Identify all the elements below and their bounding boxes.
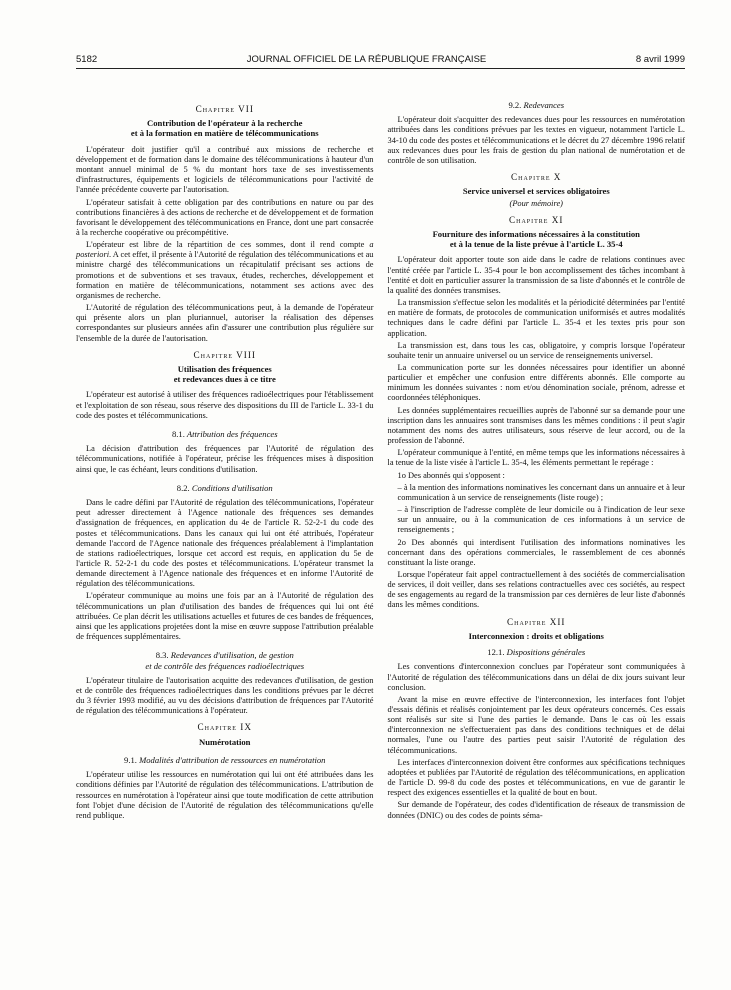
paragraph: L'opérateur communique au moins une fois par an à l'Autorité de régulation des télécommunications un plan d'utilisation des bandes de fréquences qui lui ont été attribuées. Ce plan décrit les utilisations actuelles et futures de ces bandes de fréquences, ainsi que les applications projetées dont la mise en œuvre suppose l'attribution préalable de fréquences supplémentaires.	[76, 591, 374, 642]
paragraph: La transmission est, dans tous les cas, obligatoire, y compris lorsque l'opérateur souhaite tenir un annuaire universel ou un service de renseignements universel.	[387, 340, 685, 360]
paragraph: L'opérateur est autorisé à utiliser des fréquences radioélectriques pour l'établissement et l'exploitation de son réseau, sous réserve des dispositions du III de l'article L. 33-1 du code des postes et télécommunications.	[76, 390, 374, 420]
list-item: – à la mention des informations nominatives les concernant dans un annuaire et à leur communication à un service de renseignements (liste rouge) ;	[397, 482, 685, 502]
paragraph: L'opérateur doit apporter toute son aide dans le cadre de relations continues avec l'entité créée par l'article L. 35-4 pour le bon accomplissement des tâches incombant à l'entité et doit en particulier assurer la transmission de sa liste d'abonnés et le contrôle de la qualité des données transmises.	[387, 255, 685, 295]
section-heading	[76, 755, 374, 765]
chapter-title	[76, 118, 374, 139]
paragraph: Sur demande de l'opérateur, des codes d'identification de réseaux de transmission de données (DNIC) ou des codes de points séma-	[387, 800, 685, 820]
text-run: L'opérateur est libre de la répartition de ces sommes, dont il rend compte	[86, 240, 370, 250]
paragraph: L'opérateur titulaire de l'autorisation acquitte des redevances d'utilisation, de gestion et de contrôle des fréquences radioélectriques dans les conditions prévues par le décret du 3 février 1993 modifié, au vu des décisions d'attribution de fréquences par l'Autorité de régulation des télécommunications à l'opérateur.	[76, 675, 374, 716]
paragraph: L'opérateur doit s'acquitter des redevances dues pour les ressources en numérotation attribuées dans les conditions prévues par les textes en vigueur, notamment l'article L. 34-10 du code des postes et télécommunications et le décret du 27 décembre 1996 relatif aux redevances dues pour les frais de gestion du plan national de numérotation et de contrôle de son utilisation.	[387, 115, 685, 165]
chapter-heading: Chapitre VII	[195, 104, 254, 114]
text-run: . A cet effet, il présente à l'Autorité de régulation des télécommunications et au ministre chargé des télécommunications un récapitulatif précisant ses actions de promotions et de subventions et ses travaux, études, recherches, développement et formation en matière de télécommunications, notamment ses actions avec des organismes de recherche.	[76, 250, 374, 300]
paragraph: Les données supplémentaires recueillies auprès de l'abonné sur sa demande pour une inscription dans les annuaires sont transmises dans les mêmes conditions : il peut s'agir notamment des noms des autres utilisateurs, sous réserve de leur accord, ou de la profession de l'abonné.	[387, 405, 685, 446]
section-number: 9.1.	[124, 754, 137, 765]
chapter-heading: Chapitre XII	[506, 616, 566, 627]
paragraph: L'opérateur communique à l'entité, en même temps que les informations nécessaires à la tenue de la liste visée à l'article L. 35-4, les éléments permettant le repérage :	[387, 448, 685, 468]
list-item: – à l'inscription de l'adresse complète de leur domicile ou à l'indication de leur sexe sur un annuaire, ou à la communication de ces informations à un service de renseignements ;	[397, 505, 685, 535]
section-number: 8.3.	[155, 650, 169, 661]
emphasis: a posteriori	[76, 240, 374, 260]
paragraph	[76, 240, 374, 301]
chapter-heading: Chapitre X	[511, 172, 562, 183]
paragraph: La décision d'attribution des fréquences par l'Autorité de régulation des télécommunications, notifiée à l'opérateur, précise les fréquences mises à disposition ainsi que, le cas échéant, leurs conditions d'utilisation.	[76, 444, 374, 474]
section-heading	[76, 429, 374, 439]
section-number: 8.1.	[171, 428, 185, 439]
chapter-note: (Pour mémoire)	[509, 198, 563, 208]
section-heading	[76, 483, 374, 493]
chapter-title: Interconnexion : droits et obligations	[468, 630, 604, 641]
chapter-title: Service universel et services obligatoires	[462, 186, 610, 197]
paragraph: L'opérateur doit justifier qu'il a contribué aux missions de recherche et développement et de formation dans le domaine des télécommunications à hauteur d'un montant annuel minimal de 5 % du montant hors taxe de ses investissements d'infrastructures, équipements et logiciels de télécommunications pour l'activité de l'année précédente couverte par l'autorisation.	[76, 144, 374, 195]
section-heading	[388, 647, 686, 657]
chapter-title-line: Fourniture des informations nécessaires à la constitution	[432, 228, 640, 239]
chapter-title	[388, 229, 686, 250]
chapter-title	[76, 364, 374, 385]
chapter-title-line: Utilisation des fréquences	[177, 363, 272, 374]
section-heading	[388, 100, 686, 110]
section-title: Redevances d'utilisation, de gestion	[170, 650, 294, 661]
page-number: 5182	[76, 54, 98, 65]
text-columns	[76, 98, 685, 823]
paragraph: L'Autorité de régulation des télécommunications peut, à la demande de l'opérateur qui présente alors un plan pluriannuel, autoriser la réalisation des dépenses correspondantes sur plusieurs années afin d'assurer une contribution plus régulière sur l'ensemble de la durée de l'autorisation.	[76, 303, 374, 343]
chapter-title-line: et à la tenue de la liste prévue à l'article L. 35-4	[449, 239, 623, 250]
paragraph: La transmission s'effectue selon les modalités et la périodicité déterminées par l'entité en matière de formats, de protocoles de communication uniformisés et autres modalités techniques dans le cadre défini par l'article L. 35-4 et les textes pris pour son application.	[387, 298, 685, 338]
page-header	[76, 54, 685, 69]
paragraph: L'opérateur satisfait à cette obligation par des contributions en nature ou par des contributions financières à des actions de recherche et de développement et de formation favorisant le développement des télécommunications en France, dont une part consacrée à la recherche coopérative ou précompétitive.	[76, 197, 374, 237]
section-title: Modalités d'attribution de ressources en numérotation	[139, 754, 326, 765]
paragraph: Lorsque l'opérateur fait appel contractuellement à des sociétés de commercialisation de services, il doit veiller, dans ses relations contractuelles avec ces sociétés, au respect de ses engagements au regard de la transmission par ces dernières de leur liste d'abonnés dans les mêmes conditions.	[387, 569, 685, 610]
section-number: 8.2.	[176, 482, 190, 493]
chapter-title: Numérotation	[199, 736, 251, 747]
paragraph: Les conventions d'interconnexion conclues par l'opérateur sont communiquées à l'Autorité de régulation des télécommunications dans un délai de dix jours suivant leur conclusion.	[387, 662, 685, 692]
chapter-heading: Chapitre VIII	[193, 349, 256, 360]
list-item: 2o Des abonnés qui interdisent l'utilisation des informations nominatives les concernant dans des opérations commerciales, le rassemblement de ces abonnés constituant la liste orange.	[387, 537, 685, 567]
section-title: Attribution des fréquences	[186, 428, 278, 439]
paragraph: L'opérateur utilise les ressources en numérotation qui lui ont été attribuées dans les conditions définies par l'Autorité de régulation des télécommunications. L'attribution de ressources en numérotation à l'opérateur ainsi que toute modification de cette attribution font l'objet d'une décision de l'Autorité de régulation des télécommunications qu'elle rend publique.	[76, 770, 374, 820]
section-title: et de contrôle des fréquences radioélectriques	[145, 660, 305, 671]
left-column	[76, 98, 374, 823]
section-title: Conditions d'utilisation	[191, 482, 273, 493]
list-item: 1o Des abonnés qui s'opposent :	[397, 470, 505, 480]
right-column	[388, 98, 686, 823]
chapter-title-line: Contribution de l'opérateur à la recherche	[147, 118, 303, 129]
chapter-title-line: et redevances dues à ce titre	[173, 374, 276, 385]
section-number: 12.1.	[487, 647, 505, 658]
paragraph: Avant la mise en œuvre effective de l'interconnexion, les interfaces font l'objet d'essais définis et réalisés conjointement par les deux opérateurs concernés. Ces essais sont réalisés sur site si l'une des parties le demande. Dans le cas où les essais d'interconnexion ne s'effectueraient pas dans des conditions techniques et de délai normales, l'une ou l'autre des parties peut saisir l'Autorité de régulation des télécommunications.	[387, 694, 685, 755]
section-heading	[76, 650, 374, 671]
paragraph: Dans le cadre défini par l'Autorité de régulation des télécommunications, l'opérateur peut adresser directement à l'Agence nationale des fréquences ses demandes d'assignation de fréquences, en application du 4e de l'article R. 52-2-1 du code des postes et télécommunications. Dans les canaux qui lui ont été attribués, l'opérateur demande l'accord de l'Agence nationale des fréquences préalablement à l'implantation de stations radioélectriques, lorsque cet accord est requis, en application du 5e de l'article R. 52-2-1 du code des postes et télécommunications. L'opérateur transmet la demande directement à l'Agence nationale des fréquences et en informe l'Autorité de régulation des télécommunications.	[76, 498, 374, 589]
paragraph: La communication porte sur les données nécessaires pour identifier un abonné particulier et empêcher une confusion entre différents abonnés. Elle comporte au minimum les données suivantes : nom et/ou dénomination sociale, prénom, adresse et coordonnées téléphoniques.	[387, 363, 685, 403]
journal-title: JOURNAL OFFICIEL DE LA RÉPUBLIQUE FRANÇAISE	[246, 54, 487, 65]
paragraph: Les interfaces d'interconnexion doivent être conformes aux spécifications techniques adoptées et publiées par l'Autorité de régulation des télécommunications, en application de l'article D. 99-8 du code des postes et télécommunications, en vue de garantir le respect des exigences essentielles et la qualité de bout en bout.	[387, 757, 685, 798]
chapter-heading: Chapitre IX	[197, 722, 252, 733]
section-title: Dispositions générales	[506, 647, 586, 658]
issue-date: 8 avril 1999	[635, 54, 685, 65]
section-title: Redevances	[523, 100, 565, 110]
chapter-heading: Chapitre XI	[509, 214, 564, 225]
chapter-title-line: et à la formation en matière de télécommunications	[130, 128, 319, 139]
section-number: 9.2.	[508, 100, 522, 110]
